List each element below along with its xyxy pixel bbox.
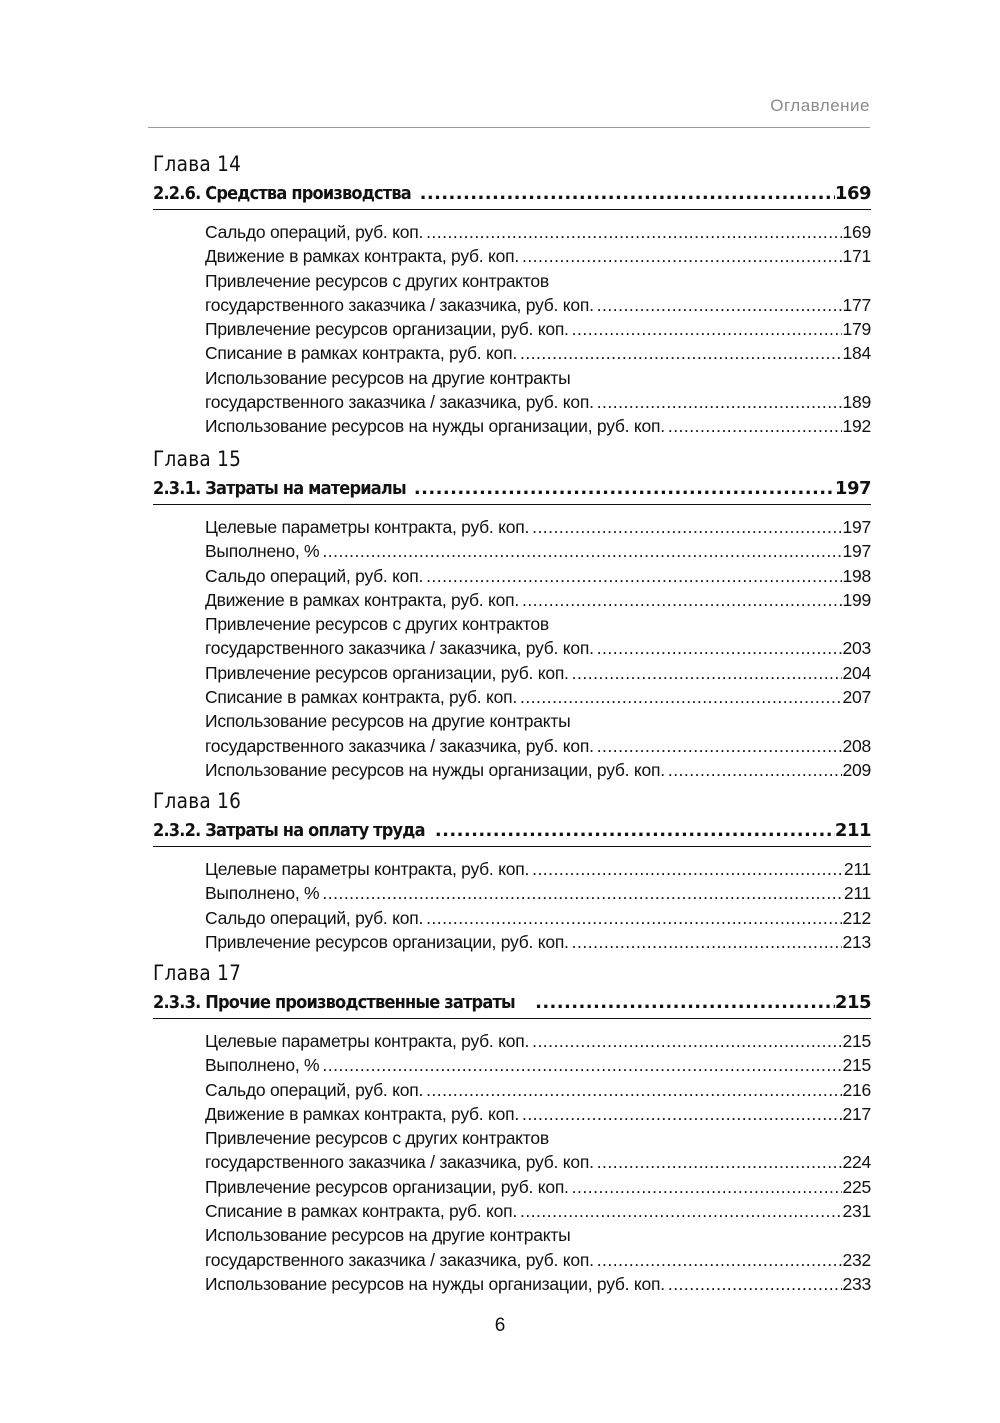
entry-page-number: 184 [842,343,871,364]
section-rule [153,846,871,847]
entry-list [153,515,871,782]
entry-text: Сальдо операций, руб. коп. [205,1079,424,1100]
section-page-number: 215 [834,992,871,1013]
running-header: Оглавление [770,96,870,115]
toc-entry[interactable] [205,1199,871,1223]
header-rule [148,127,870,128]
dot-leader [529,1029,841,1053]
entry-text-line1[interactable]: Использование ресурсов на другие контракты [205,711,571,732]
entry-text: Целевые параметры контракта, руб. коп. [205,1031,530,1051]
chapter-title: Глава 17 [153,961,242,985]
dot-leader [414,474,835,504]
toc-entry[interactable] [205,906,871,930]
toc-entry[interactable] [205,244,871,268]
section-page-number: 197 [834,478,871,499]
dot-leader [319,881,842,905]
entry-text-line1[interactable]: Использование ресурсов на другие контракты [205,367,571,388]
entry-page-number: 204 [842,662,871,683]
entry-page-number: 199 [842,589,871,610]
entry-page-number: 179 [842,319,871,340]
entry-page-number: 215 [842,1055,871,1076]
entry-text: Использование ресурсов на нужды организации, руб. коп. [205,1273,665,1294]
toc-entry[interactable] [205,758,871,782]
section-label: 2.3.3. Прочие производственные затраты [153,992,515,1013]
toc-entry[interactable] [205,1078,871,1102]
entry-page-number: 197 [842,517,871,537]
entry-page-number: 189 [842,392,871,413]
entry-text: государственного заказчика / заказчика, руб. коп. [205,392,594,413]
dot-leader [529,857,843,881]
dot-leader [517,685,842,709]
entry-page-number: 207 [842,687,871,708]
section-rule [153,209,871,210]
section-heading[interactable] [153,988,871,1018]
toc-entry[interactable] [205,881,871,905]
dot-leader [594,1150,842,1174]
entry-text: государственного заказчика / заказчика, руб. коп. [205,735,594,756]
toc-entry[interactable] [205,1150,871,1174]
entry-text: Выполнено, % [205,883,320,904]
dot-leader [569,1175,842,1199]
entry-page-number: 224 [842,1152,871,1173]
dot-leader [529,515,841,539]
toc-entry[interactable] [205,661,871,685]
chapter-title: Глава 16 [153,789,242,813]
chapter-16 [153,786,871,954]
toc-entry[interactable] [205,930,871,954]
dot-leader [665,758,842,782]
section-label: 2.3.1. Затраты на материалы [153,478,406,499]
entry-text: Выполнено, % [205,1055,320,1076]
section-rule [153,504,871,505]
toc-entry[interactable] [205,636,871,660]
entry-text-line1[interactable]: Привлечение ресурсов с других контрактов [205,1128,549,1149]
dot-leader [423,564,841,588]
dot-leader [319,1053,841,1077]
entry-text: Сальдо операций, руб. коп. [205,565,424,586]
dot-leader [569,317,842,341]
entry-page-number: 197 [842,541,871,562]
toc-entry[interactable] [205,588,871,612]
section-label: 2.3.2. Затраты на оплату труда [153,820,425,841]
chapter-14 [153,149,871,439]
entry-text: Сальдо операций, руб. коп. [205,222,424,242]
entry-text: Списание в рамках контракта, руб. коп. [205,343,517,364]
dot-leader [319,539,841,563]
dot-leader [423,220,841,244]
section-heading[interactable] [153,474,871,504]
entry-text: Выполнено, % [205,541,320,562]
entry-text: государственного заказчика / заказчика, руб. коп. [205,294,594,315]
entry-page-number: 232 [842,1249,871,1270]
entry-page-number: 225 [842,1176,871,1197]
dot-leader [594,636,842,660]
chapter-15 [153,444,871,782]
toc-entry[interactable] [205,1053,871,1077]
entry-page-number: 209 [842,759,871,780]
dot-leader [519,1102,842,1126]
entry-page-number: 177 [842,294,871,315]
entry-text-line1[interactable]: Привлечение ресурсов с других контрактов [205,270,549,291]
entry-text: государственного заказчика / заказчика, руб. коп. [205,1249,594,1270]
entry-page-number: 217 [842,1103,871,1124]
entry-page-number: 213 [842,931,871,952]
chapter-title: Глава 15 [153,447,242,471]
dot-leader [420,179,835,209]
page-number: 6 [494,1315,506,1336]
dot-leader [594,734,842,758]
dot-leader [569,661,842,685]
section-heading[interactable] [153,179,871,209]
entry-text: Движение в рамках контракта, руб. коп. [205,246,519,267]
dot-leader [519,244,842,268]
dot-leader [423,906,841,930]
dot-leader [423,1078,841,1102]
dot-leader [665,1272,842,1296]
dot-leader [535,988,835,1018]
section-page-number: 169 [834,183,871,204]
dot-leader [594,1248,842,1272]
dot-leader [517,341,842,365]
entry-page-number: 208 [842,735,871,756]
section-label: 2.2.6. Средства производства [153,183,411,204]
entry-page-number: 212 [842,907,871,928]
entry-page-number: 211 [843,883,871,904]
toc-entry[interactable] [205,341,871,365]
toc-entry[interactable] [205,515,871,539]
entry-page-number: 198 [842,565,871,586]
section-heading[interactable] [153,816,871,846]
section-rule [153,1018,871,1019]
toc-entry[interactable] [205,685,871,709]
dot-leader [594,293,842,317]
dot-leader [594,390,842,414]
toc-entry[interactable] [205,734,871,758]
entry-text-line1[interactable]: Привлечение ресурсов с других контрактов [205,614,549,635]
dot-leader [517,1199,842,1223]
toc-entry[interactable] [205,857,871,881]
entry-text: Целевые параметры контракта, руб. коп. [205,859,530,879]
toc-entry[interactable] [205,390,871,414]
toc-entry[interactable] [205,220,871,244]
entry-text: Привлечение ресурсов организации, руб. коп. [205,662,569,683]
toc-entry[interactable] [205,539,871,563]
entry-page-number: 211 [843,859,871,879]
section-page-number: 211 [834,820,871,841]
chapter-17 [153,958,871,1296]
dot-leader [519,588,842,612]
entry-page-number: 233 [842,1273,871,1294]
entry-text-line1[interactable]: Использование ресурсов на другие контракты [205,1225,571,1246]
entry-list [153,220,871,439]
entry-text: Привлечение ресурсов организации, руб. коп. [205,319,569,340]
toc-entry[interactable] [205,1029,871,1053]
entry-text: Движение в рамках контракта, руб. коп. [205,1103,519,1124]
dot-leader [569,930,842,954]
entry-page-number: 231 [842,1201,871,1222]
chapter-title: Глава 14 [153,152,242,176]
toc-entry[interactable] [205,317,871,341]
entry-text: Списание в рамках контракта, руб. коп. [205,687,517,708]
entry-text: Использование ресурсов на нужды организации, руб. коп. [205,759,665,780]
entry-list [153,857,871,954]
entry-text: Движение в рамках контракта, руб. коп. [205,589,519,610]
dot-leader [665,414,842,438]
entry-page-number: 192 [842,416,871,437]
toc-entry[interactable] [205,1272,871,1296]
entry-text: Привлечение ресурсов организации, руб. коп. [205,931,569,952]
dot-leader [435,816,835,846]
entry-text: Сальдо операций, руб. коп. [205,907,424,928]
toc-entry[interactable] [205,1102,871,1126]
entry-text: Списание в рамках контракта, руб. коп. [205,1201,517,1222]
entry-page-number: 171 [842,246,871,267]
toc-entry[interactable] [205,414,871,438]
toc-entry[interactable] [205,564,871,588]
toc-entry[interactable] [205,293,871,317]
entry-text: государственного заказчика / заказчика, руб. коп. [205,1152,594,1173]
entry-text: государственного заказчика / заказчика, руб. коп. [205,638,594,659]
entry-page-number: 169 [842,222,871,242]
entry-text: Целевые параметры контракта, руб. коп. [205,517,530,537]
toc-entry[interactable] [205,1248,871,1272]
entry-page-number: 215 [842,1031,871,1051]
entry-text: Привлечение ресурсов организации, руб. коп. [205,1176,569,1197]
entry-page-number: 203 [842,638,871,659]
entry-page-number: 216 [842,1079,871,1100]
toc-entry[interactable] [205,1175,871,1199]
entry-list [153,1029,871,1296]
entry-text: Использование ресурсов на нужды организации, руб. коп. [205,416,665,437]
